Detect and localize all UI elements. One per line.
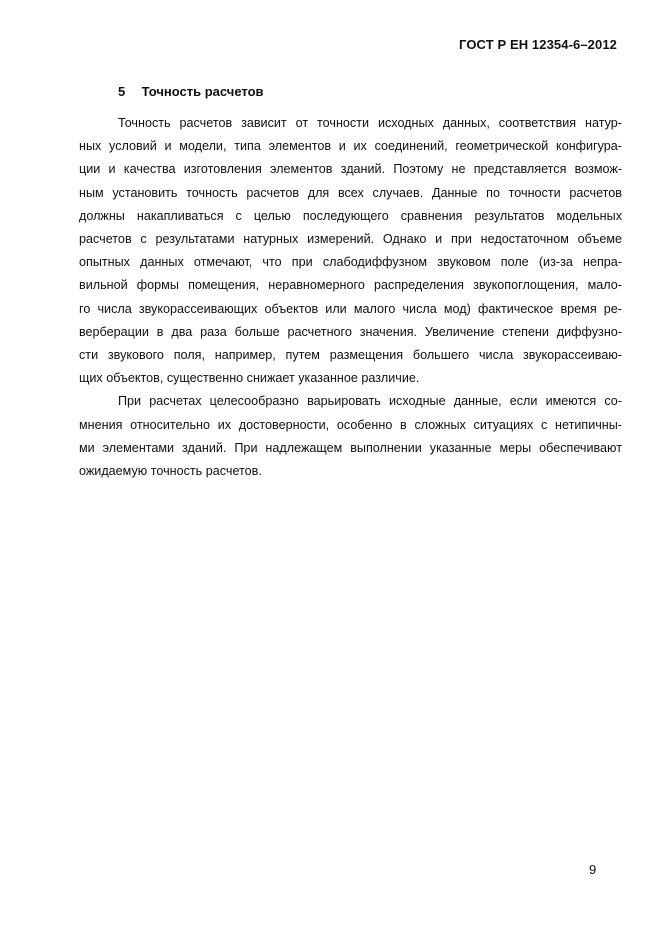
document-code-header: ГОСТ Р ЕН 12354-6–2012 (459, 37, 617, 52)
section-title: Точность расчетов (141, 84, 264, 99)
paragraph-line: верберации в два раза больше расчетного значения. Увеличение степени диффузно- (79, 324, 622, 339)
section-number: 5 (118, 84, 126, 99)
paragraph-line: вильной формы помещения, неравномерного распределения звукопоглощения, мало- (79, 278, 622, 293)
paragraph-line: должны накапливаться с целью последующего сравнения результатов модельных (79, 208, 622, 223)
paragraph-line: Точность расчетов зависит от точности исходных данных, соответствия натур- (118, 116, 622, 130)
paragraph-line: расчетов с результатами натурных измерений. Однако и при недостаточном объеме (79, 232, 622, 247)
section-heading (118, 84, 264, 99)
body-text (79, 112, 622, 483)
paragraph-line: го числа звукорассеивающих объектов или малого числа мод) фактическое время ре- (79, 301, 622, 316)
paragraph-line: ции и качества изготовления элементов зданий. Поэтому не представляется возмож- (79, 162, 622, 177)
paragraph-line: сти звукового поля, например, путем размещения большего числа звукорассеиваю- (79, 348, 622, 363)
paragraph-line: щих объектов, существенно снижает указанное различие. (79, 371, 420, 386)
paragraph-line: ми элементами зданий. При надлежащем выполнении указанные меры обеспечивают (79, 440, 622, 455)
page-number: 9 (589, 862, 597, 877)
paragraph (79, 112, 622, 390)
paragraph-line: ных условий и модели, типа элементов и их соединений, геометрической конфигура- (79, 139, 622, 154)
paragraph-line: При расчетах целесообразно варьировать исходные данные, если имеются со- (118, 394, 622, 409)
paragraph-line: мнения относительно их достоверности, особенно в сложных ситуациях с нетипичны- (79, 417, 622, 432)
paragraph-line: опытных данных отмечают, что при слабодиффузном звуковом поле (из-за непра- (79, 255, 622, 270)
paragraph-line: ожидаемую точность расчетов. (79, 464, 262, 479)
paragraph-line: ным установить точность расчетов для всех случаев. Данные по точности расчетов (79, 185, 622, 200)
paragraph (79, 390, 622, 483)
